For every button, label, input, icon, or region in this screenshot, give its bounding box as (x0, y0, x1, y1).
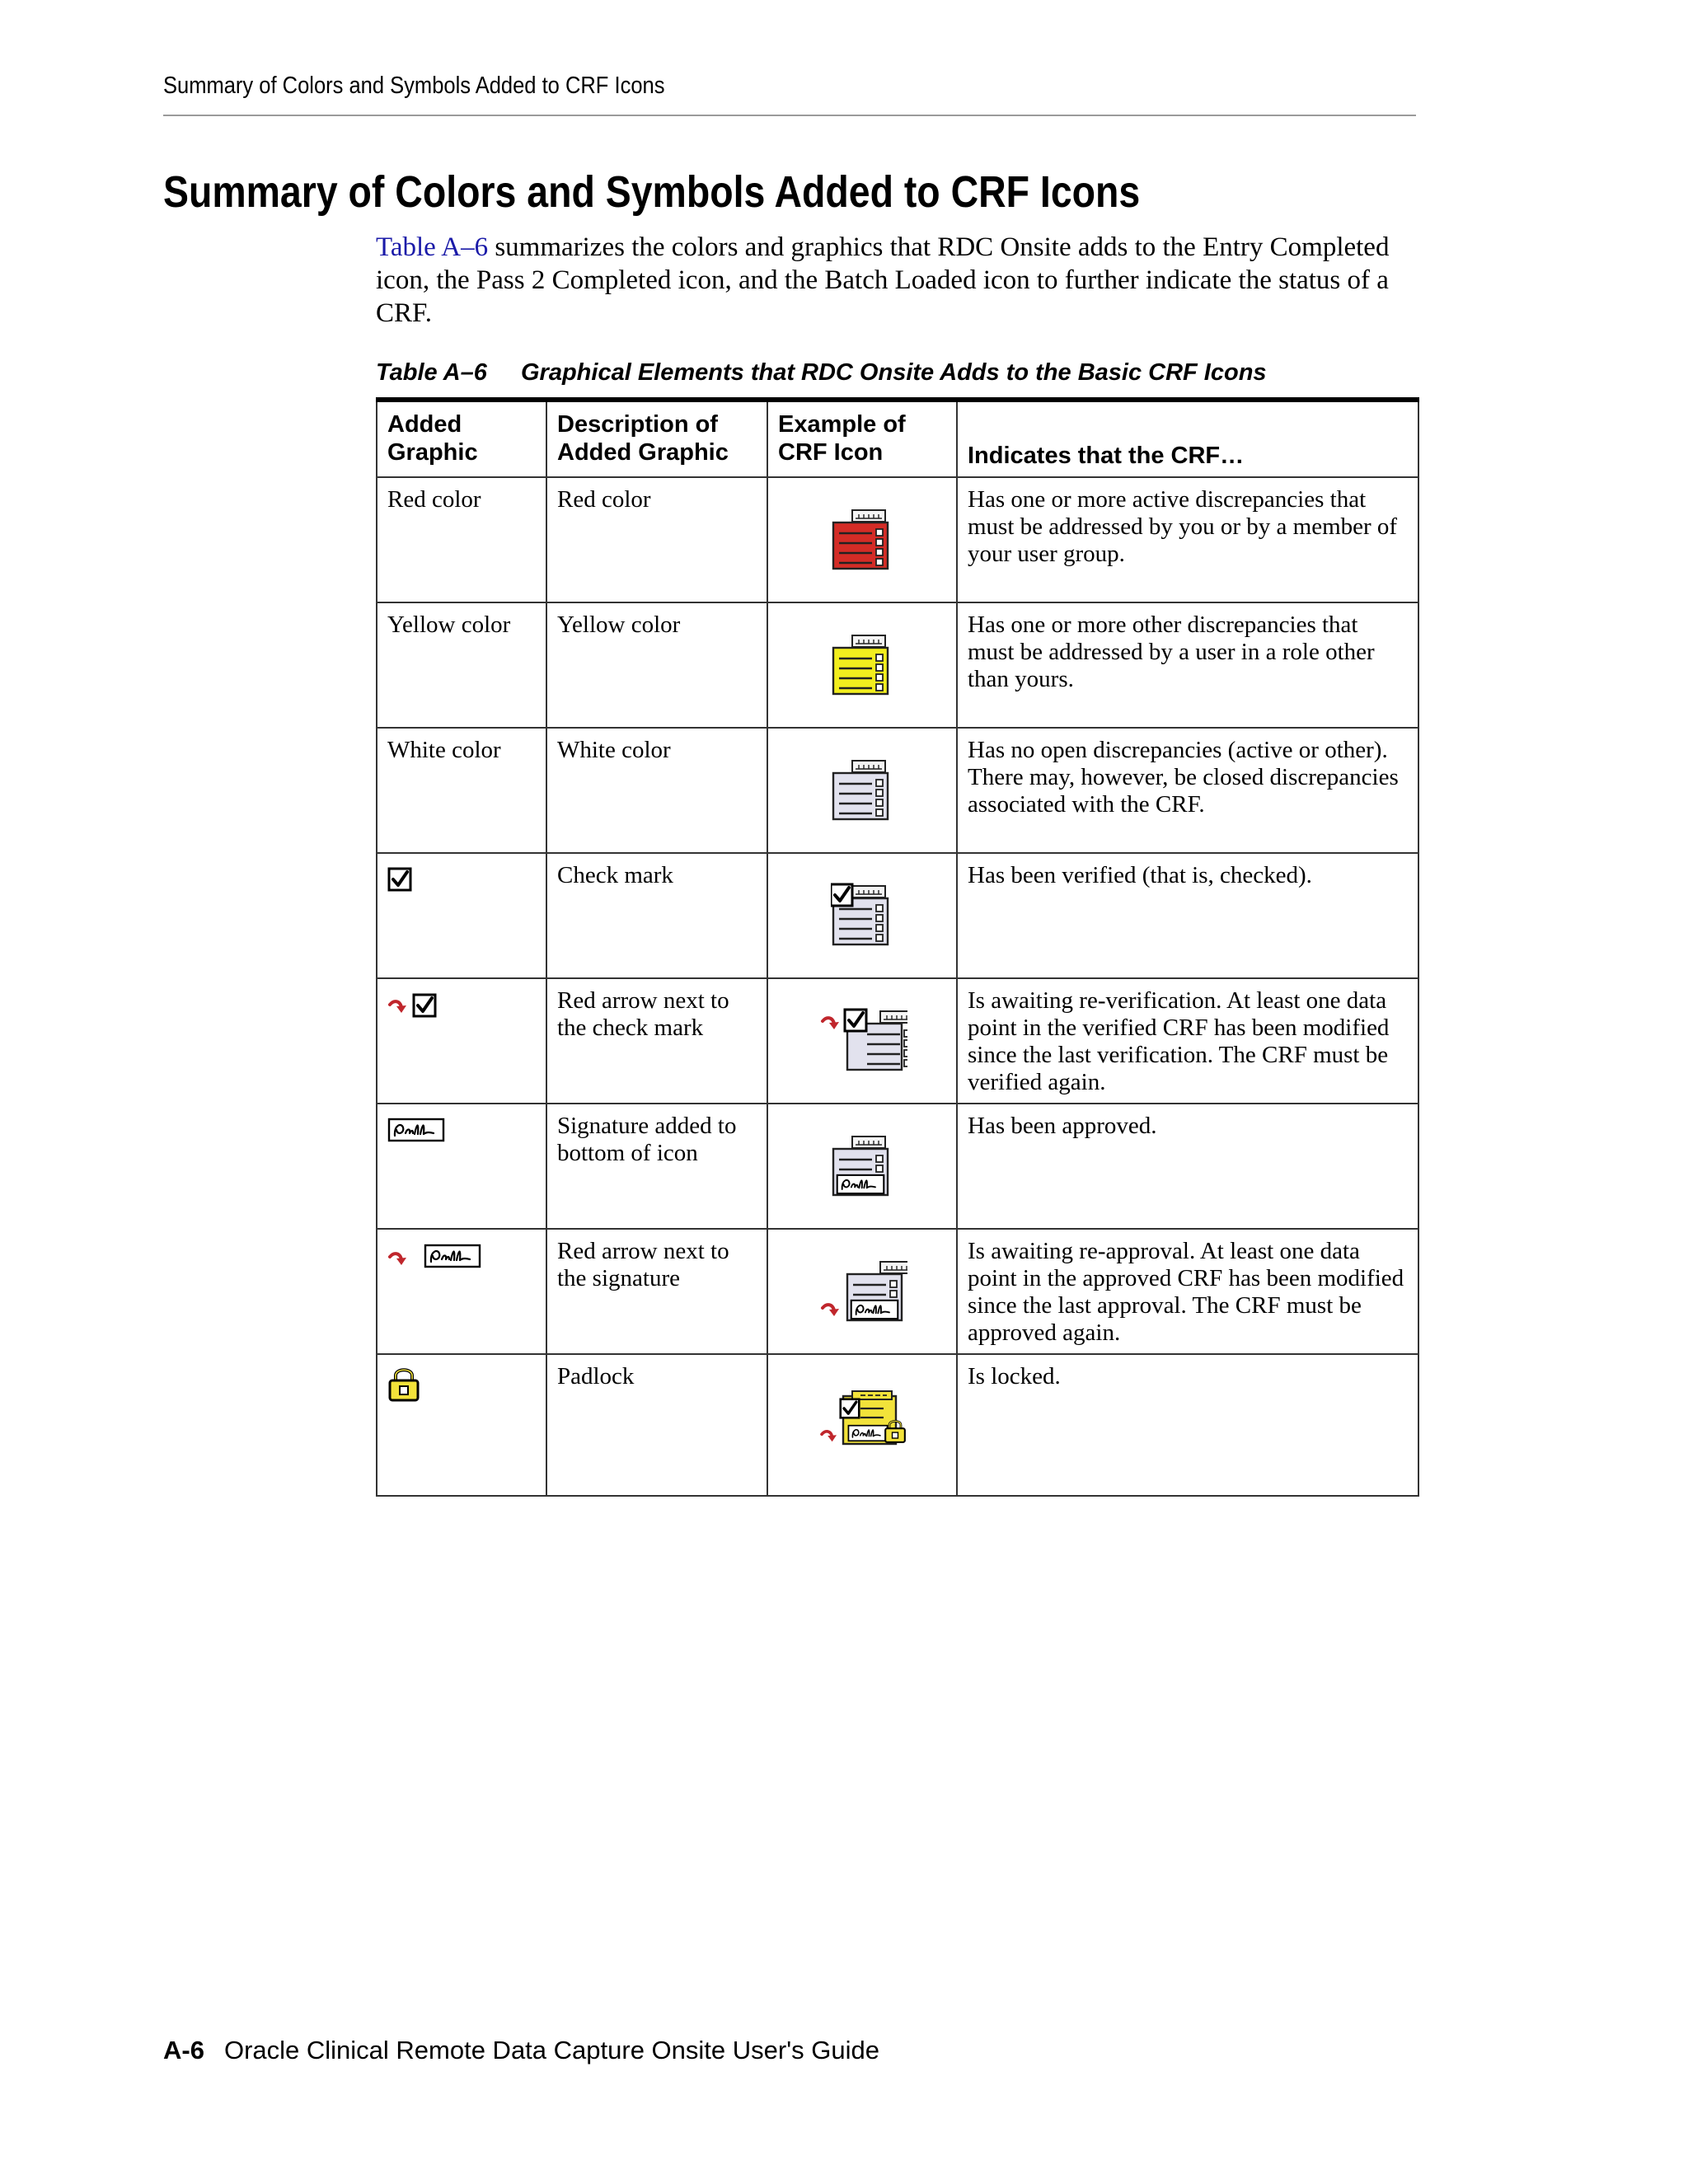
crf-white-icon (831, 755, 893, 821)
section-title: Summary of Colors and Symbols Added to CRF Icons (163, 167, 1141, 217)
red-arrow-check-mark-icon (387, 992, 438, 1019)
table-header-row (377, 400, 1418, 477)
page-number: A-6 (163, 2036, 204, 2064)
intro-text: summarizes the colors and graphics that RDC Onsite adds to the Entry Completed icon, the Pass 2 Completed icon, and the Batch Loaded icon to further indicate the status of a CRF. (376, 232, 1390, 328)
book-title: Oracle Clinical Remote Data Capture Onsite User's Guide (223, 2036, 879, 2064)
indicates-cell: Has no open discrepancies (active or other). There may, however, be closed discrepancies associated with the CRF. (957, 728, 1418, 853)
header-indicates: Indicates that the CRF… (957, 400, 1418, 477)
table-row (377, 477, 1418, 602)
description-cell: Yellow color (546, 602, 767, 728)
crf-approved-icon (831, 1131, 893, 1197)
page-footer (163, 2036, 879, 2065)
added-graphic-cell: White color (377, 728, 546, 853)
table-caption (376, 359, 1267, 387)
intro-paragraph (376, 231, 1416, 330)
table-row (377, 602, 1418, 728)
running-header: Summary of Colors and Symbols Added to CRF Icons (163, 73, 665, 99)
indicates-cell: Is awaiting re-verification. At least one data point in the verified CRF has been modified since the last verification. The CRF must be verified again. (957, 978, 1418, 1104)
table-row (377, 728, 1418, 853)
table-row (377, 1229, 1418, 1354)
crf-red-icon (831, 504, 893, 570)
indicates-cell: Has been approved. (957, 1104, 1418, 1229)
description-cell: Red arrow next to the check mark (546, 978, 767, 1104)
description-cell: Red arrow next to the signature (546, 1229, 767, 1354)
red-arrow-signature-icon (387, 1243, 486, 1269)
added-graphic-cell: Red color (377, 477, 546, 602)
crf-reverify-icon (817, 1005, 907, 1071)
description-cell: White color (546, 728, 767, 853)
table-row (377, 1354, 1418, 1496)
graphical-elements-table (376, 397, 1419, 1497)
check-mark-icon (387, 867, 412, 892)
description-cell: Signature added to bottom of icon (546, 1104, 767, 1229)
added-graphic-cell: Yellow color (377, 602, 546, 728)
crf-verified-icon (831, 880, 893, 946)
indicates-cell: Is awaiting re-approval. At least one data point in the approved CRF has been modified since the last approval. The CRF must be approved again. (957, 1229, 1418, 1354)
indicates-cell: Is locked. (957, 1354, 1418, 1496)
crf-reapprove-icon (817, 1256, 907, 1322)
table-caption-title: Graphical Elements that RDC Onsite Adds to the Basic CRF Icons (521, 359, 1267, 386)
description-cell: Padlock (546, 1354, 767, 1496)
header-example: Example of CRF Icon (767, 400, 957, 477)
table-row (377, 853, 1418, 978)
table-caption-label: Table A–6 (376, 359, 487, 386)
indicates-cell: Has one or more active discrepancies that must be addressed by you or by a member of your user group. (957, 477, 1418, 602)
signature-icon (387, 1118, 445, 1142)
crf-locked-icon (813, 1381, 912, 1447)
table-row (377, 1104, 1418, 1229)
crf-yellow-icon (831, 630, 893, 696)
header-description: Description of Added Graphic (546, 400, 767, 477)
header-added-graphic: Added Graphic (377, 400, 546, 477)
description-cell: Red color (546, 477, 767, 602)
header-rule (163, 115, 1416, 116)
indicates-cell: Has been verified (that is, checked). (957, 853, 1418, 978)
padlock-icon (387, 1365, 420, 1403)
table-xref-link[interactable]: Table A–6 (376, 232, 489, 262)
indicates-cell: Has one or more other discrepancies that must be addressed by a user in a role other than yours. (957, 602, 1418, 728)
table-row (377, 978, 1418, 1104)
description-cell: Check mark (546, 853, 767, 978)
